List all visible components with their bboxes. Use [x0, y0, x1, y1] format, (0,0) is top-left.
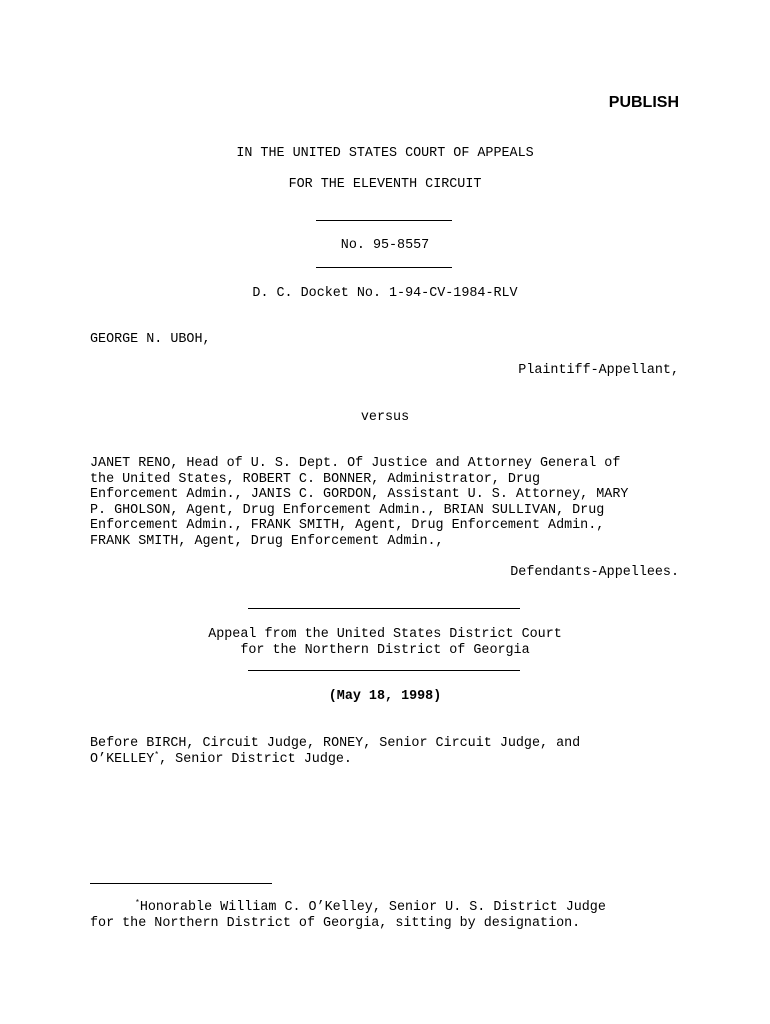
docket-number: D. C. Docket No. 1-94-CV-1984-RLV	[252, 286, 518, 301]
footnote-line-2: for the Northern District of Georgia, sitting by designation.	[90, 915, 581, 931]
footnote-text: Honorable William C. O’Kelley, Senior U. S. District Judge	[139, 900, 606, 915]
defendants-block	[90, 456, 679, 549]
defendants-line: Enforcement Admin., FRANK SMITH, Agent, Drug Enforcement Admin.,	[90, 518, 605, 533]
footnote-line-1	[90, 900, 679, 916]
appeal-line-2: for the Northern District of Georgia	[240, 643, 530, 658]
footnote-reference[interactable]: *	[154, 750, 160, 760]
versus-label: versus	[360, 410, 410, 425]
plaintiff-role: Plaintiff-Appellant,	[518, 363, 679, 378]
divider	[248, 608, 520, 609]
panel-statement	[90, 736, 679, 767]
divider	[316, 267, 452, 268]
defendants-line: JANET RENO, Head of U. S. Dept. Of Justice and Attorney General of	[90, 456, 621, 471]
panel-line-2-rest: , Senior District Judge.	[159, 751, 352, 767]
defendants-line: P. GHOLSON, Agent, Drug Enforcement Admin., BRIAN SULLIVAN, Drug	[90, 502, 605, 518]
footnote-divider	[90, 883, 272, 884]
circuit-name: FOR THE ELEVENTH CIRCUIT	[288, 177, 482, 192]
divider	[316, 220, 452, 221]
plaintiff-name: GEORGE N. UBOH,	[90, 332, 211, 347]
footnote-mark: *	[135, 899, 140, 908]
publish-label: PUBLISH	[608, 94, 679, 111]
defendants-line: the United States, ROBERT C. BONNER, Administrator, Drug	[90, 471, 540, 487]
defendants-line: FRANK SMITH, Agent, Drug Enforcement Admin.,	[90, 533, 444, 549]
defendants-line: Enforcement Admin., JANIS C. GORDON, Assistant U. S. Attorney, MARY	[90, 487, 629, 502]
appeal-line-1: Appeal from the United States District Court	[208, 627, 562, 642]
panel-line-2	[90, 752, 679, 768]
court-name: IN THE UNITED STATES COURT OF APPEALS	[236, 146, 534, 161]
judge-name: O’KELLEY	[90, 751, 155, 767]
decision-date: (May 18, 1998)	[328, 689, 442, 704]
footnote	[90, 900, 679, 931]
divider	[248, 670, 520, 671]
defendants-role: Defendants-Appellees.	[510, 565, 679, 580]
case-number: No. 95-8557	[340, 238, 430, 253]
panel-line-1: Before BIRCH, Circuit Judge, RONEY, Senior Circuit Judge, and	[90, 736, 581, 751]
